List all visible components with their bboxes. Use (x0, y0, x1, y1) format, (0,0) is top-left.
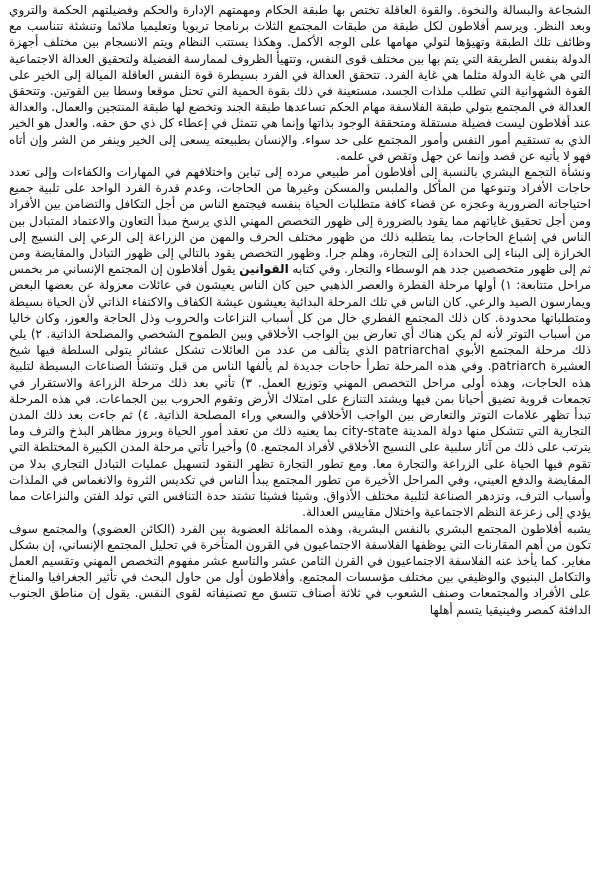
paragraph-text: ونشأة التجمع البشري بالنسبة إلى أفلاطون أمر طبيعي مرده إلى تباين واختلافهم في المهارات والكفاءات وإلى تعدد حاجات الأفراد وتنوعها من المأكل والملبس والمسكن وغيرها من الحاجات، وعدم قدرة الفرد الواحد على تلبية جميع احتياجاته الضرورية وعجزه عن قضاء كافة متطلبات الحياة بنفسه فيجتمع الناس من أجل التكافل والتضامن بين الأفراد ومن أجل تحقيق غاياتهم مما يقود بالضرورة إلى ظهور التخصص المهني الذي يرسخ مبدأ التعاون والاعتماد المتبادل بين الناس في إشباع الحاجات، بما يتطلبه ذلك من ظهور مختلف الحرف والمهن من الزراعة إلى الرعي إلى النسيج إلى الخرازة إلى البناء إلى الحدادة إلى التجارة، وهلم جرا. وظهور التخصص يقود بالتالي إلى ظهور التبادل والمقايضة ومن ثم إلى ظهور متخصصين جدد هم الوسطاء والتجار. وفي كتابه (9, 165, 591, 277)
paragraph-text: يقول أفلاطون إن المجتمع الإنساني مر بخمس مراحل متتابعة: ١) أولها مرحلة الفطرة والعصر الذهبي حين كان الناس يعيشون في عائلات معزولة عن بعضها البعض ويمارسون الصيد والرعي. كان الناس في تلك المرحلة البدائية يعيشون عيشة الكفاف والاكتفاء الذاتي لأن الحياة بسيطة ومتطلباتها محدودة. كان ذلك المجتمع الفطري خال من كل أسباب النزاعات والحروب وذل الحاجة والعوز، وكان خاليا من أسباب التوتر لأنه لم يكن هناك أي تعارض بين الواجب الأخلاقي وبين الطموح الشخصي والمصلحة الذاتية. ٢) يلي ذلك مرحلة المجتمع الأبوي patriarchal الذي يتألف من عدد من العائلات تشكل عشائر يتولى السلطة فيها شيخ العشيرة patriarch. وفي هذه المرحلة تطرأ حاجات جديدة لم يألفها الناس من قبل وتنشأ الصناعات البسيطة لتلبية هذه الحاجات، وهذه أولى مراحل التخصص المهني وتوزيع العمل. ٣) تأتي بعد ذلك مرحلة الزراعة والاستقرار في تجمعات قروية تضيق أحيانا بمن فيها ويشتد التنازع على امتلاك الأرض وتقوم الحروب بين الجماعات. في هذه المرحلة تبدأ تظهر علامات التوتر والتعارض بين الواجب الأخلاقي والسعي وراء المصلحة الذاتية. ٤) ثم جاءت بعد ذلك المدن التجارية التي تتشكل منها دولة المدينة city-state بما يعنيه ذلك من تعقد أمور الحياة وبروز مظاهر البذخ والترف وما يترتب على ذلك من آثار سلبية على النسيج الأخلاقي لأفراد المجتمع. ٥) وأخيرا تأتي مرحلة المدن الكبيرة المختلطة التي تقوم فيها الحياة على الزراعة والتجارة معا. ومع تطور التجارة تظهر النقود لتسهيل عمليات التبادل التجاري بدلا من المقايضة والدفع العيني، وفي المراحل الأخيرة من تطور المجتمع يبدأ الناس في تكديس الثروة والانغماس في الملذات وأسباب الترف، وتزدهر الصناعة لتلبية مختلف الأذواق. وشيئا فشيئا تشتد حدة التنافس التي تولد الفتن والنزاعات مما يؤدي إلى زعزعة النظم الاجتماعية واختلال مقاييس العدالة. (9, 262, 591, 520)
bold-term: القوانين (239, 262, 289, 277)
paragraph: الشجاعة والبسالة والنخوة. والقوة العاقلة تختص بها طبقة الحكام ومهمتهم الإدارة والحكم وفضيلتهم الحكمة والتروي وبعد النظر. ويرسم أفلاطون لكل طبقة من طبقات المجتمع الثلاث برنامجا تربويا وتعليميا ملائما وتنشئة تتناسب مع وظائف تلك الطبقة وتهيؤها لتولي مهامها على الوجه الأكمل. وهكذا يستتب النظام ويتم الانسجام بين مختلف أجهزة الدولة بنفس الطريقة التي يتم بها بين مختلف قوى النفس، وتتهيأ الظروف لممارسة الفضيلة ولتحقيق العدالة الاجتماعية التي هي غاية الدولة مثلما هي غاية الفرد. تتحقق العدالة في الفرد بسيطرة قوة النفس العاقلة الميالة إلى الخير على القوة الشهوانية التي تطلب ملذات الجسد، مستعينة في ذلك بقوة الحمية التي تحتل موقعا وسطا بين القوتين. وتتحقق العدالة في المجتمع بتولي طبقة الفلاسفة مهام الحكم تساعدها طبقة الجند وتخضع لها طبقة المنتجين والعمال. والعدالة عند أفلاطون ليست فضيلة مستقلة ومتحققة الوجود بذاتها وإنما هي تتمثل في إعطاء كل ذي حق حقه. والعدل هو الخير الذي به تستقيم أمور النفس وأمور المجتمع على حد سواء. والإنسان بطبيعته يسعى إلى الخير وينفر من الشر وإن أتاه فهو لا يأتيه عن قصد وإنما عن جهل وتقص في علمه. (9, 3, 591, 163)
paragraph (9, 164, 591, 520)
paragraph: يشبه أفلاطون المجتمع البشري بالنفس البشرية، وهذه المماثلة العضوية بين الفرد (الكائن العضوي) والمجتمع سوف تكون من أهم المقارنات التي يوظفها الفلاسفة الاجتماعيون في القرون المتأخرة في تحليل المجتمع الإنساني، إن بشكل مغاير. كما يأخذ عنه الفلاسفة الاجتماعيون في القرن الثامن عشر والتاسع عشر مفهوم التخصص المهني وتقسيم العمل والتكامل البنيوي والوظيفي بين مختلف مؤسسات المجتمع. وأفلاطون أول من حاول البحث في تأثير الجغرافيا والمناخ على الأفراد والمجتمعات وصنف الشعوب في ثلاثة أصناف تتسق مع تصنيفاته لقوى النفس. يقول إن مناطق الجنوب الدافئة كمصر وفينيقيا يتسم أهلها (9, 521, 591, 617)
document-page (9, 0, 591, 886)
